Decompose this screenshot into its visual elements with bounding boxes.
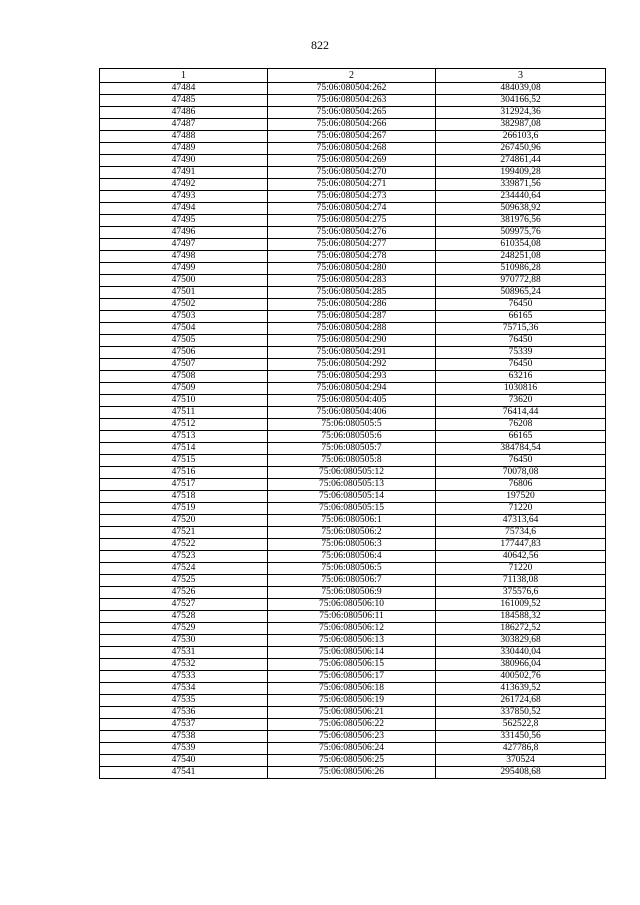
- table-row: [100, 503, 606, 515]
- row-number-cell: 47527: [100, 599, 268, 611]
- table-row: [100, 455, 606, 467]
- row-number-cell: 47529: [100, 623, 268, 635]
- value-cell: 382987,08: [436, 119, 606, 131]
- table-row: [100, 467, 606, 479]
- table-row: [100, 203, 606, 215]
- row-number-cell: 47526: [100, 587, 268, 599]
- row-number-cell: 47541: [100, 767, 268, 779]
- row-number-cell: 47502: [100, 299, 268, 311]
- table-row: [100, 95, 606, 107]
- table-row: [100, 539, 606, 551]
- value-cell: 248251,08: [436, 251, 606, 263]
- cadastral-number-cell: 75:06:080506:14: [268, 647, 436, 659]
- value-cell: 47313,64: [436, 515, 606, 527]
- value-cell: 427786,8: [436, 743, 606, 755]
- table-row: [100, 527, 606, 539]
- header-row: [100, 69, 606, 83]
- row-number-cell: 47508: [100, 371, 268, 383]
- value-cell: 76208: [436, 419, 606, 431]
- table-row: [100, 359, 606, 371]
- row-number-cell: 47519: [100, 503, 268, 515]
- row-number-cell: 47523: [100, 551, 268, 563]
- cadastral-number-cell: 75:06:080505:8: [268, 455, 436, 467]
- row-number-cell: 47490: [100, 155, 268, 167]
- value-cell: 274861,44: [436, 155, 606, 167]
- table-row: [100, 143, 606, 155]
- value-cell: 303829,68: [436, 635, 606, 647]
- cadastral-number-cell: 75:06:080504:283: [268, 275, 436, 287]
- row-number-cell: 47486: [100, 107, 268, 119]
- value-cell: 380966,04: [436, 659, 606, 671]
- row-number-cell: 47518: [100, 491, 268, 503]
- value-cell: 261724,68: [436, 695, 606, 707]
- cadastral-number-cell: 75:06:080505:12: [268, 467, 436, 479]
- cadastral-number-cell: 75:06:080504:275: [268, 215, 436, 227]
- value-cell: 75734,6: [436, 527, 606, 539]
- row-number-cell: 47510: [100, 395, 268, 407]
- table-row: [100, 731, 606, 743]
- cadastral-number-cell: 75:06:080506:17: [268, 671, 436, 683]
- value-cell: 186272,52: [436, 623, 606, 635]
- value-cell: 400502,76: [436, 671, 606, 683]
- value-cell: 266103,6: [436, 131, 606, 143]
- cadastral-number-cell: 75:06:080504:288: [268, 323, 436, 335]
- value-cell: 312924,36: [436, 107, 606, 119]
- row-number-cell: 47535: [100, 695, 268, 707]
- table-row: [100, 551, 606, 563]
- value-cell: 562522,8: [436, 719, 606, 731]
- cadastral-number-cell: 75:06:080504:270: [268, 167, 436, 179]
- table-row: [100, 575, 606, 587]
- row-number-cell: 47525: [100, 575, 268, 587]
- cadastral-number-cell: 75:06:080504:293: [268, 371, 436, 383]
- row-number-cell: 47532: [100, 659, 268, 671]
- cadastral-number-cell: 75:06:080506:25: [268, 755, 436, 767]
- value-cell: 75715,36: [436, 323, 606, 335]
- value-cell: 76414,44: [436, 407, 606, 419]
- row-number-cell: 47506: [100, 347, 268, 359]
- cadastral-number-cell: 75:06:080504:277: [268, 239, 436, 251]
- cadastral-number-cell: 75:06:080504:266: [268, 119, 436, 131]
- value-cell: 73620: [436, 395, 606, 407]
- value-cell: 337850,52: [436, 707, 606, 719]
- cadastral-number-cell: 75:06:080506:11: [268, 611, 436, 623]
- value-cell: 71220: [436, 563, 606, 575]
- cadastral-number-cell: 75:06:080504:290: [268, 335, 436, 347]
- table-row: [100, 83, 606, 95]
- row-number-cell: 47512: [100, 419, 268, 431]
- table-row: [100, 191, 606, 203]
- table-row: [100, 647, 606, 659]
- cadastral-number-cell: 75:06:080505:7: [268, 443, 436, 455]
- cadastral-number-cell: 75:06:080504:268: [268, 143, 436, 155]
- row-number-cell: 47536: [100, 707, 268, 719]
- table-row: [100, 671, 606, 683]
- value-cell: 1030816: [436, 383, 606, 395]
- table-row: [100, 347, 606, 359]
- cadastral-number-cell: 75:06:080504:294: [268, 383, 436, 395]
- cadastral-number-cell: 75:06:080506:2: [268, 527, 436, 539]
- cadastral-number-cell: 75:06:080504:405: [268, 395, 436, 407]
- value-cell: 76450: [436, 299, 606, 311]
- cadastral-number-cell: 75:06:080504:286: [268, 299, 436, 311]
- value-cell: 184588,32: [436, 611, 606, 623]
- row-number-cell: 47500: [100, 275, 268, 287]
- cadastral-number-cell: 75:06:080506:21: [268, 707, 436, 719]
- row-number-cell: 47517: [100, 479, 268, 491]
- column-header-1: 1: [100, 69, 268, 83]
- row-number-cell: 47503: [100, 311, 268, 323]
- row-number-cell: 47496: [100, 227, 268, 239]
- row-number-cell: 47520: [100, 515, 268, 527]
- table-row: [100, 383, 606, 395]
- cadastral-number-cell: 75:06:080504:292: [268, 359, 436, 371]
- row-number-cell: 47492: [100, 179, 268, 191]
- value-cell: 76450: [436, 359, 606, 371]
- table-row: [100, 323, 606, 335]
- value-cell: 339871,56: [436, 179, 606, 191]
- row-number-cell: 47505: [100, 335, 268, 347]
- value-cell: 295408,68: [436, 767, 606, 779]
- row-number-cell: 47511: [100, 407, 268, 419]
- row-number-cell: 47521: [100, 527, 268, 539]
- cadastral-number-cell: 75:06:080506:10: [268, 599, 436, 611]
- row-number-cell: 47488: [100, 131, 268, 143]
- table-row: [100, 599, 606, 611]
- cadastral-number-cell: 75:06:080506:15: [268, 659, 436, 671]
- cadastral-number-cell: 75:06:080505:14: [268, 491, 436, 503]
- value-cell: 610354,08: [436, 239, 606, 251]
- row-number-cell: 47514: [100, 443, 268, 455]
- table-row: [100, 611, 606, 623]
- table-row: [100, 443, 606, 455]
- value-cell: 76450: [436, 455, 606, 467]
- table-row: [100, 311, 606, 323]
- row-number-cell: 47538: [100, 731, 268, 743]
- table-row: [100, 659, 606, 671]
- value-cell: 509975,76: [436, 227, 606, 239]
- value-cell: 413639,52: [436, 683, 606, 695]
- value-cell: 71220: [436, 503, 606, 515]
- value-cell: 76806: [436, 479, 606, 491]
- cadastral-number-cell: 75:06:080504:280: [268, 263, 436, 275]
- cadastral-number-cell: 75:06:080505:15: [268, 503, 436, 515]
- cadastral-number-cell: 75:06:080504:278: [268, 251, 436, 263]
- cadastral-number-cell: 75:06:080506:24: [268, 743, 436, 755]
- value-cell: 331450,56: [436, 731, 606, 743]
- table-row: [100, 767, 606, 779]
- value-cell: 370524: [436, 755, 606, 767]
- table-row: [100, 755, 606, 767]
- table-row: [100, 515, 606, 527]
- table-row: [100, 743, 606, 755]
- cadastral-number-cell: 75:06:080506:23: [268, 731, 436, 743]
- table-row: [100, 683, 606, 695]
- cadastral-number-cell: 75:06:080504:262: [268, 83, 436, 95]
- value-cell: 199409,28: [436, 167, 606, 179]
- row-number-cell: 47507: [100, 359, 268, 371]
- data-table: [99, 68, 606, 779]
- value-cell: 197520: [436, 491, 606, 503]
- row-number-cell: 47501: [100, 287, 268, 299]
- row-number-cell: 47489: [100, 143, 268, 155]
- row-number-cell: 47533: [100, 671, 268, 683]
- row-number-cell: 47524: [100, 563, 268, 575]
- value-cell: 508965,24: [436, 287, 606, 299]
- cadastral-number-cell: 75:06:080506:19: [268, 695, 436, 707]
- value-cell: 375576,6: [436, 587, 606, 599]
- table-row: [100, 107, 606, 119]
- cadastral-number-cell: 75:06:080505:13: [268, 479, 436, 491]
- table-row: [100, 395, 606, 407]
- table-row: [100, 479, 606, 491]
- cadastral-number-cell: 75:06:080504:273: [268, 191, 436, 203]
- value-cell: 66165: [436, 431, 606, 443]
- cadastral-number-cell: 75:06:080504:274: [268, 203, 436, 215]
- cadastral-number-cell: 75:06:080505:5: [268, 419, 436, 431]
- value-cell: 267450,96: [436, 143, 606, 155]
- cadastral-number-cell: 75:06:080504:287: [268, 311, 436, 323]
- table-row: [100, 587, 606, 599]
- table-row: [100, 155, 606, 167]
- table-body: [100, 83, 606, 779]
- table-row: [100, 419, 606, 431]
- table-row: [100, 299, 606, 311]
- value-cell: 384784,54: [436, 443, 606, 455]
- table-row: [100, 227, 606, 239]
- table-row: [100, 491, 606, 503]
- table-row: [100, 563, 606, 575]
- value-cell: 40642,56: [436, 551, 606, 563]
- page-number: 822: [311, 38, 329, 52]
- row-number-cell: 47515: [100, 455, 268, 467]
- row-number-cell: 47498: [100, 251, 268, 263]
- cadastral-number-cell: 75:06:080504:267: [268, 131, 436, 143]
- value-cell: 509638,92: [436, 203, 606, 215]
- row-number-cell: 47528: [100, 611, 268, 623]
- row-number-cell: 47537: [100, 719, 268, 731]
- cadastral-number-cell: 75:06:080504:265: [268, 107, 436, 119]
- value-cell: 330440,04: [436, 647, 606, 659]
- table-row: [100, 335, 606, 347]
- value-cell: 63216: [436, 371, 606, 383]
- cadastral-number-cell: 75:06:080504:271: [268, 179, 436, 191]
- value-cell: 75339: [436, 347, 606, 359]
- cadastral-number-cell: 75:06:080505:6: [268, 431, 436, 443]
- row-number-cell: 47499: [100, 263, 268, 275]
- value-cell: 510986,28: [436, 263, 606, 275]
- value-cell: 70078,08: [436, 467, 606, 479]
- cadastral-number-cell: 75:06:080506:13: [268, 635, 436, 647]
- row-number-cell: 47485: [100, 95, 268, 107]
- table-row: [100, 431, 606, 443]
- row-number-cell: 47493: [100, 191, 268, 203]
- value-cell: 66165: [436, 311, 606, 323]
- value-cell: 161009,52: [436, 599, 606, 611]
- value-cell: 484039,08: [436, 83, 606, 95]
- table-row: [100, 371, 606, 383]
- row-number-cell: 47497: [100, 239, 268, 251]
- row-number-cell: 47504: [100, 323, 268, 335]
- table-row: [100, 287, 606, 299]
- row-number-cell: 47540: [100, 755, 268, 767]
- value-cell: 304166,52: [436, 95, 606, 107]
- table-row: [100, 215, 606, 227]
- row-number-cell: 47484: [100, 83, 268, 95]
- cadastral-number-cell: 75:06:080504:263: [268, 95, 436, 107]
- table-row: [100, 119, 606, 131]
- cadastral-number-cell: 75:06:080506:4: [268, 551, 436, 563]
- value-cell: 381976,56: [436, 215, 606, 227]
- cadastral-number-cell: 75:06:080506:5: [268, 563, 436, 575]
- table-row: [100, 695, 606, 707]
- table-row: [100, 719, 606, 731]
- table-row: [100, 275, 606, 287]
- row-number-cell: 47530: [100, 635, 268, 647]
- cadastral-number-cell: 75:06:080506:26: [268, 767, 436, 779]
- column-header-2: 2: [268, 69, 436, 83]
- row-number-cell: 47516: [100, 467, 268, 479]
- table-row: [100, 635, 606, 647]
- table-row: [100, 131, 606, 143]
- table-row: [100, 707, 606, 719]
- row-number-cell: 47509: [100, 383, 268, 395]
- table-row: [100, 263, 606, 275]
- cadastral-number-cell: 75:06:080506:18: [268, 683, 436, 695]
- cadastral-number-cell: 75:06:080504:276: [268, 227, 436, 239]
- table-row: [100, 407, 606, 419]
- cadastral-number-cell: 75:06:080506:22: [268, 719, 436, 731]
- row-number-cell: 47513: [100, 431, 268, 443]
- row-number-cell: 47491: [100, 167, 268, 179]
- cadastral-number-cell: 75:06:080504:291: [268, 347, 436, 359]
- table-row: [100, 179, 606, 191]
- row-number-cell: 47531: [100, 647, 268, 659]
- cadastral-number-cell: 75:06:080506:12: [268, 623, 436, 635]
- cadastral-number-cell: 75:06:080506:7: [268, 575, 436, 587]
- cadastral-number-cell: 75:06:080506:1: [268, 515, 436, 527]
- table-row: [100, 251, 606, 263]
- table-row: [100, 623, 606, 635]
- row-number-cell: 47495: [100, 215, 268, 227]
- table-row: [100, 239, 606, 251]
- row-number-cell: 47522: [100, 539, 268, 551]
- value-cell: 970772,88: [436, 275, 606, 287]
- cadastral-number-cell: 75:06:080504:269: [268, 155, 436, 167]
- column-header-3: 3: [436, 69, 606, 83]
- row-number-cell: 47494: [100, 203, 268, 215]
- value-cell: 234440,64: [436, 191, 606, 203]
- cadastral-number-cell: 75:06:080506:3: [268, 539, 436, 551]
- cadastral-number-cell: 75:06:080504:285: [268, 287, 436, 299]
- value-cell: 76450: [436, 335, 606, 347]
- value-cell: 177447,83: [436, 539, 606, 551]
- cadastral-number-cell: 75:06:080506:9: [268, 587, 436, 599]
- table-row: [100, 167, 606, 179]
- row-number-cell: 47534: [100, 683, 268, 695]
- value-cell: 71138,08: [436, 575, 606, 587]
- row-number-cell: 47539: [100, 743, 268, 755]
- row-number-cell: 47487: [100, 119, 268, 131]
- cadastral-number-cell: 75:06:080504:406: [268, 407, 436, 419]
